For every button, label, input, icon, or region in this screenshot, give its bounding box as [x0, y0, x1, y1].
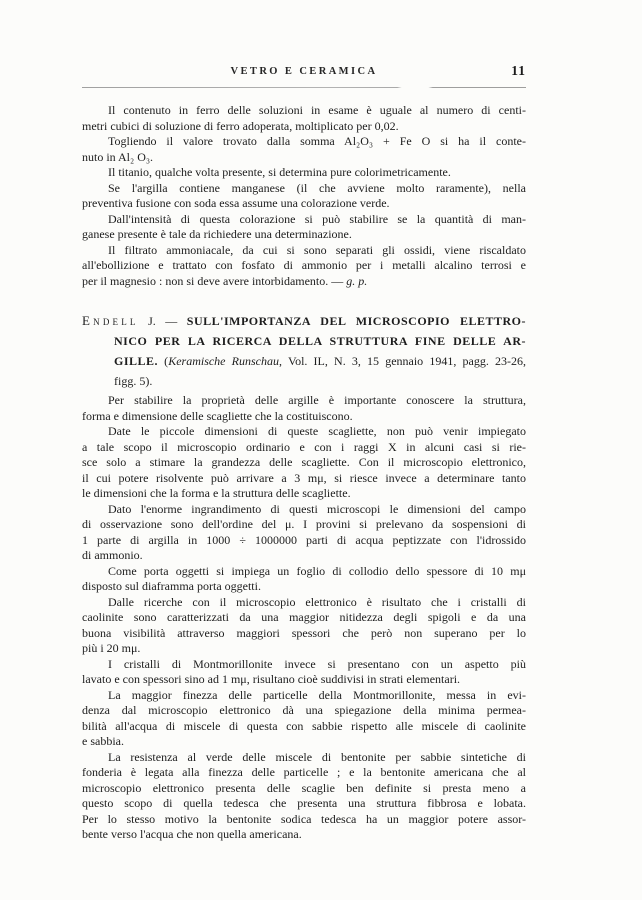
text-line: microscopio elettronico presenta delle scaglie ben definite si presta meno a — [82, 780, 526, 795]
heading-line — [82, 351, 526, 371]
text-line: Per lo stesso motivo la bentonite sodica tedesca ha un maggior potere assor- — [82, 811, 526, 826]
text-line: più i 20 mμ. — [82, 641, 141, 655]
paragraph — [82, 103, 526, 134]
paragraph — [82, 657, 526, 688]
text-line: bilità all'acqua di miscele di questa con sabbie rispetto alle miscele di caolinite — [82, 718, 526, 733]
text-line: le dimensioni che la forma e la struttura delle scagliette. — [82, 486, 351, 500]
paragraph — [82, 424, 526, 502]
paragraph — [82, 502, 526, 564]
paragraph — [82, 750, 526, 843]
text-line: il cui potere risolvente può arrivare a 3 mμ, si riesce invece a determinare tanto — [82, 470, 526, 485]
paragraph — [82, 134, 526, 165]
text-line: buona visibilità attraverso maggiori spessori che però non superano per lo — [82, 625, 526, 640]
paragraph — [82, 595, 526, 657]
author-name: Endell — [82, 313, 139, 328]
text-line: Come porta oggetti si impiega un foglio di collodio dello spessore di 10 mμ — [108, 563, 526, 578]
text-line: 1 parte di argilla in 1000 ÷ 1000000 parti di acqua peptizzate con l'idrossido — [82, 532, 526, 547]
running-header — [82, 63, 526, 80]
text-line: preventiva fusione con soda essa assume una colorazione verde. — [82, 196, 390, 210]
text-line: caolinite sono caratterizzati da una maggior nitidezza degli spigoli e da una — [82, 610, 526, 624]
heading-line: figg. 5). — [114, 374, 153, 388]
text-line: fonderia è legata alla finezza delle particelle ; e la bentonite americana che al — [82, 765, 526, 779]
reviewer-initials: g. p. — [346, 273, 368, 288]
text-line: di osservazione sono dell'ordine del μ. I provini si prelevano da sospensioni di — [82, 517, 526, 531]
text-line: Se l'argilla contiene manganese (il che avviene molto raramente), nella — [108, 180, 526, 195]
paragraph — [82, 393, 526, 424]
text-line: disposto sul diaframma porta oggetti. — [82, 579, 261, 593]
text-line: metri cubici di soluzione di ferro adoperata, moltiplicato per 0,02. — [82, 118, 399, 133]
heading-line: NICO PER LA RICERCA DELLA STRUTTURA FINE DELLE AR- — [114, 334, 526, 348]
text-line: nuto in Al₂ O₃. — [82, 149, 154, 164]
paragraph — [82, 212, 526, 243]
text-line: e sabbia. — [82, 734, 124, 748]
text-block — [82, 63, 526, 843]
article-title-part: GILLE. — [114, 354, 159, 368]
text-line: Dato l'enorme ingrandimento di questi microscopi le dimensioni del campo — [108, 501, 526, 516]
text-line: Per stabilire la proprietà delle argille è importante conoscere la struttura, — [108, 393, 526, 407]
citation-text: , Vol. IL, N. 3, 15 gennaio 1941, pagg. 23-26, — [279, 354, 526, 368]
author-initial: J. — — [138, 314, 187, 328]
text-line: Date le piccole dimensioni di queste scagliette, non può venir impiegato — [108, 424, 526, 438]
journal-name: Keramische Runschau — [168, 354, 279, 368]
heading-line — [82, 311, 526, 331]
text-line: Dall'intensità di questa colorazione si può stabilire se la quantità di man- — [108, 211, 526, 226]
text-line — [82, 274, 526, 290]
article2-body — [82, 393, 526, 843]
paragraph — [82, 165, 526, 181]
text-line: La resistenza al verde delle miscele di bentonite per sabbie sintetiche di — [108, 749, 526, 764]
citation-text: ( — [158, 354, 169, 368]
paragraph — [82, 181, 526, 212]
text-line: questo scopo di quella tedesca che presenta una struttura fibbrosa e lobata. — [82, 796, 526, 810]
text-line: I cristalli di Montmorillonite invece si presentano con un aspetto più — [108, 656, 526, 671]
header-rule — [82, 87, 526, 88]
article2-heading — [82, 311, 526, 391]
text-line: sce solo a stimare la grandezza delle scagliette. Con il microscopio elettronico, — [82, 455, 526, 469]
text-line: forma e dimensione delle scagliette che la costituiscono. — [82, 408, 353, 423]
text-line: lavato e con spessori sino ad 1 mμ, risultano cioè suddivisi in strati elementari. — [82, 672, 461, 686]
line-text: per il magnesio : non si deve avere intorbidamento. — — [82, 273, 347, 288]
text-line: denza dal microscopio elettronico dà una spiegazione della minima permea- — [82, 703, 526, 717]
article1-body — [82, 103, 526, 289]
text-line: bente verso l'acqua che non quella americana. — [82, 827, 302, 841]
journal-title: VETRO E CERAMICA — [230, 66, 378, 77]
text-line: di ammonio. — [82, 548, 143, 562]
paragraph — [82, 564, 526, 595]
page-number: 11 — [511, 63, 526, 78]
paragraph — [82, 243, 526, 290]
text-line: ganese presente è tale da richiedere una determinazione. — [82, 227, 352, 241]
text-line: Il contenuto in ferro delle soluzioni in esame è uguale al numero di centi- — [108, 103, 526, 117]
text-line: La maggior finezza delle particelle della Montmorillonite, messa in evi- — [108, 687, 526, 702]
text-line: all'ebollizione e trattato con fosfato di ammonio per i metalli alcalino terrosi e — [82, 258, 526, 272]
text-line: Il titanio, qualche volta presente, si determina pure colorimetricamente. — [108, 165, 451, 179]
text-line: Dalle ricerche con il microscopio elettronico è risultato che i cristalli di — [108, 594, 526, 609]
text-line: Togliendo il valore trovato dalla somma Al₂O₃ + Fe O si ha il conte- — [108, 134, 526, 148]
text-line: Il filtrato ammoniacale, da cui si sono separati gli ossidi, viene riscaldato — [108, 242, 526, 257]
text-line: a tale scopo il microscopio ordinario e con i raggi X in alcuni casi si rie- — [82, 439, 526, 454]
paragraph — [82, 688, 526, 750]
article-title-part: SULL'IMPORTANZA DEL MICROSCOPIO ELETTRO- — [186, 314, 526, 328]
